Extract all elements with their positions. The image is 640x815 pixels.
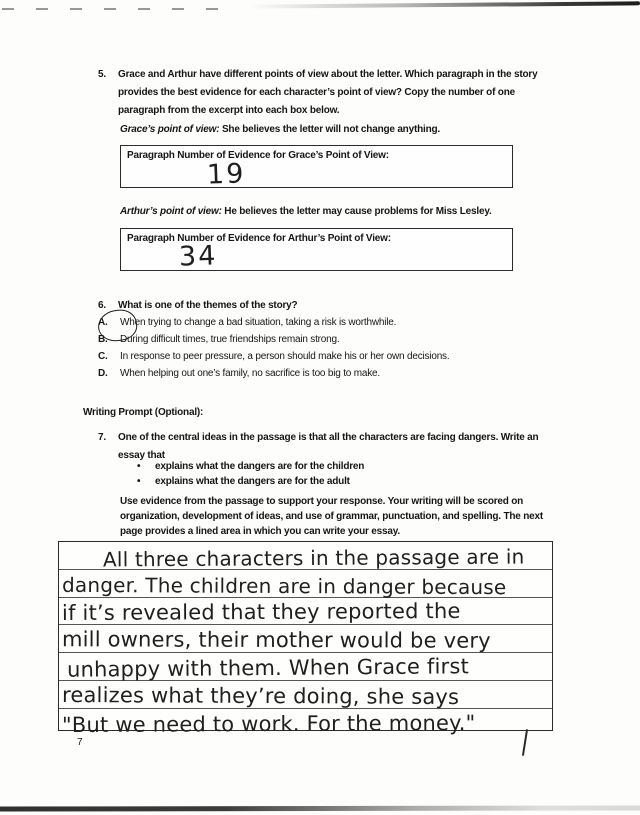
- bullet-text-children: explains what the dangers are for the children: [155, 461, 365, 472]
- scan-artifact-bottom-band: [0, 805, 640, 811]
- question-7-bullets: [137, 459, 364, 489]
- essay-line: [59, 598, 552, 626]
- essay-response-box: [58, 541, 553, 737]
- question-7-instructions: [120, 494, 560, 539]
- scan-artifact-top-dashes: [2, 8, 237, 10]
- arthur-point-of-view-line: [120, 206, 492, 217]
- bullet-icon: •: [137, 476, 141, 487]
- grace-point-of-view-label: Grace’s point of view:: [120, 124, 220, 135]
- arthur-point-of-view-label: Arthur’s point of view:: [120, 206, 222, 217]
- choice-d-text: When helping out one’s family, no sacrifice is too big to make.: [120, 368, 380, 379]
- question-5-line-3: paragraph from the excerpt into each box below.: [118, 105, 340, 116]
- page-number: 7: [77, 737, 83, 748]
- arthur-answer-box-label: Paragraph Number of Evidence for Arthur’s Point of View:: [127, 233, 391, 244]
- choice-c-letter: C.: [98, 351, 108, 362]
- question-5: [98, 66, 568, 120]
- essay-handwriting-7: "But we need to work. For the money.": [61, 710, 476, 737]
- arthur-answer-box: [120, 228, 513, 271]
- choice-a: [98, 314, 568, 331]
- essay-line: [59, 681, 552, 709]
- question-5-text: [118, 66, 537, 120]
- grace-answer-box-label: Paragraph Number of Evidence for Grace’s Point of View:: [127, 150, 389, 161]
- essay-handwriting-6: realizes what they’re doing, she says: [61, 682, 460, 709]
- choice-b-text: During difficult times, true friendships remain strong.: [120, 334, 340, 345]
- question-5-line-1: Grace and Arthur have different points of view about the letter. Which paragraph in the story: [118, 69, 538, 80]
- essay-line: [59, 709, 552, 736]
- choice-a-text: When trying to change a bad situation, taking a risk is worthwhile.: [120, 317, 397, 328]
- essay-handwriting-4: mill owners, their mother would be very: [61, 627, 491, 653]
- grace-answer-box: [120, 145, 513, 191]
- essay-handwriting-1: All three characters in the passage are in: [102, 544, 525, 572]
- question-6: [98, 297, 568, 382]
- bullet-icon: •: [137, 461, 141, 472]
- choice-c: [98, 348, 568, 365]
- grace-handwritten-answer: 19: [206, 158, 246, 191]
- grace-point-of-view-line: [120, 124, 440, 135]
- bullet-item-children: [137, 459, 364, 474]
- bullet-item-adult: [137, 474, 364, 489]
- question-5-line-2: provides the best evidence for each character’s point of view? Copy the number of one: [118, 87, 515, 98]
- instructions-line-2: organization, development of ideas, and use of grammar, punctuation, and spelling. The next: [120, 511, 543, 522]
- instructions-line-1: Use evidence from the passage to support your response. Your writing will be scored on: [120, 496, 524, 507]
- arthur-handwritten-answer: 34: [178, 240, 218, 273]
- grace-point-of-view-text: She believes the letter will not change anything.: [221, 124, 440, 135]
- essay-line: [59, 625, 552, 653]
- question-7-line-1: One of the central ideas in the passage is that all the characters are facing dangers. Write an: [118, 432, 539, 443]
- essay-line: [59, 570, 552, 598]
- question-6-stem: What is one of the themes of the story?: [118, 300, 298, 311]
- question-7-number: 7.: [98, 432, 106, 443]
- essay-handwriting-3: if it’s revealed that they reported the: [61, 599, 461, 626]
- choice-c-text: In response to peer pressure, a person should make his or her own decisions.: [120, 351, 450, 362]
- writing-prompt-heading: Writing Prompt (Optional):: [83, 407, 204, 418]
- instructions-line-3: page provides a lined area in which you can write your essay.: [120, 526, 400, 537]
- question-5-number: 5.: [98, 69, 106, 80]
- choice-a-letter: A.: [98, 317, 108, 328]
- scan-artifact-top-smudge: [248, 1, 640, 8]
- essay-line: [59, 542, 552, 570]
- choice-b-letter: B.: [98, 334, 108, 345]
- choice-d-letter: D.: [98, 368, 108, 379]
- question-7-line-2: essay that: [118, 450, 165, 461]
- arthur-point-of-view-text: He believes the letter may cause problems for Miss Lesley.: [224, 206, 492, 217]
- question-6-number: 6.: [98, 300, 106, 311]
- choice-d: [98, 365, 568, 382]
- bullet-text-adult: explains what the dangers are for the adult: [155, 476, 350, 487]
- essay-handwriting-5: unhappy with them. When Grace first: [66, 654, 470, 682]
- essay-handwriting-2: danger. The children are in danger because: [61, 572, 507, 599]
- choice-b: [98, 331, 568, 348]
- essay-line: [59, 653, 552, 681]
